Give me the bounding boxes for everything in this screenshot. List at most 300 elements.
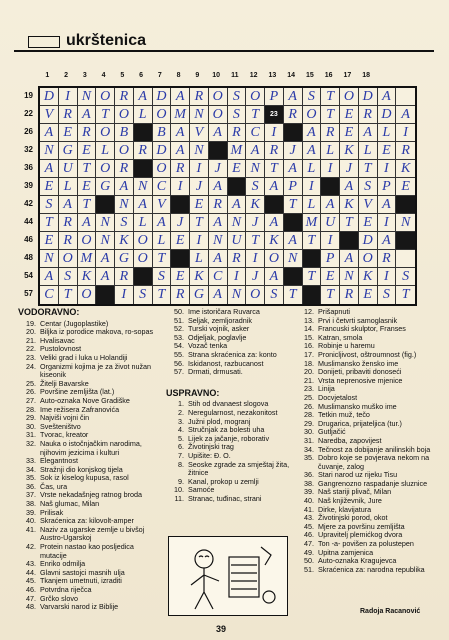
grid-cell[interactable]: I bbox=[303, 178, 322, 196]
grid-cell[interactable]: N bbox=[228, 214, 247, 232]
clue-number: 44. bbox=[26, 567, 36, 577]
grid-cell[interactable]: T bbox=[303, 268, 322, 286]
grid-cell[interactable]: O bbox=[134, 232, 153, 250]
grid-cell[interactable]: T bbox=[359, 160, 378, 178]
grid-cell[interactable]: I bbox=[378, 214, 397, 232]
clue-text: Neregularnost, nezakonitost bbox=[188, 407, 278, 417]
black-square bbox=[171, 250, 190, 268]
clues-down-column-3 bbox=[296, 308, 436, 574]
grid-cell[interactable]: K bbox=[190, 268, 209, 286]
grid-cell[interactable]: N bbox=[190, 106, 209, 124]
grid-cell[interactable]: S bbox=[303, 88, 322, 106]
grid-cell[interactable]: D bbox=[359, 88, 378, 106]
black-square bbox=[96, 286, 115, 304]
black-square bbox=[171, 196, 190, 214]
grid-cell[interactable]: A bbox=[378, 196, 397, 214]
grid-cell[interactable]: O bbox=[209, 88, 228, 106]
clue-number: 14. bbox=[304, 324, 314, 334]
grid-cell[interactable]: A bbox=[40, 160, 59, 178]
clue-text: Biljka iz porodice makova, ro-sopas bbox=[40, 327, 154, 337]
clue-text: Kanal, prokop u zemlji bbox=[188, 476, 259, 486]
grid-cell[interactable]: A bbox=[284, 88, 303, 106]
grid-cell[interactable]: P bbox=[321, 250, 340, 268]
grid-cell[interactable]: N bbox=[396, 214, 415, 232]
grid-cell[interactable]: A bbox=[228, 196, 247, 214]
grid-cell[interactable]: A bbox=[265, 178, 284, 196]
grid-cell[interactable]: I bbox=[321, 160, 340, 178]
grid-cell[interactable]: T bbox=[78, 196, 97, 214]
grid-cell[interactable]: V bbox=[190, 124, 209, 142]
grid-cell[interactable]: L bbox=[134, 214, 153, 232]
clue-text: Prišapnuti bbox=[318, 307, 350, 316]
grid-cell[interactable]: A bbox=[40, 268, 59, 286]
clue-item bbox=[296, 454, 436, 471]
grid-cell[interactable]: V bbox=[359, 196, 378, 214]
grid-cell[interactable]: L bbox=[378, 124, 397, 142]
clue-text: Stih od dvanaest slogova bbox=[188, 399, 269, 409]
grid-cell[interactable]: N bbox=[96, 232, 115, 250]
clue-number: 37. bbox=[26, 490, 36, 500]
clue-text: Doniјeti, pribaviti donoseći bbox=[318, 367, 402, 377]
grid-cell[interactable]: K bbox=[265, 232, 284, 250]
grid-cell[interactable]: C bbox=[246, 124, 265, 142]
grid-cell[interactable]: T bbox=[96, 106, 115, 124]
grid-cell[interactable]: A bbox=[134, 88, 153, 106]
grid-cell[interactable]: A bbox=[396, 106, 415, 124]
grid-cell[interactable]: E bbox=[78, 178, 97, 196]
grid-cell[interactable]: T bbox=[59, 286, 78, 304]
grid-cell[interactable]: E bbox=[378, 142, 397, 160]
grid-cell[interactable]: O bbox=[115, 142, 134, 160]
grid-cell[interactable]: D bbox=[378, 106, 397, 124]
grid-cell[interactable]: C bbox=[209, 268, 228, 286]
grid-cell[interactable]: D bbox=[40, 88, 59, 106]
grid-cell[interactable]: N bbox=[134, 178, 153, 196]
grid-cell[interactable]: N bbox=[228, 286, 247, 304]
clue-number: 19. bbox=[26, 318, 36, 328]
grid-cell[interactable]: A bbox=[96, 250, 115, 268]
clue-text: Tečnost za dobijanje anilinskih boja bbox=[318, 444, 431, 454]
grid-cell[interactable]: N bbox=[40, 142, 59, 160]
grid-cell[interactable]: A bbox=[265, 214, 284, 232]
grid-cell[interactable]: I bbox=[59, 88, 78, 106]
grid-cell[interactable]: P bbox=[265, 88, 284, 106]
grid-cell[interactable]: T bbox=[321, 286, 340, 304]
grid-cell[interactable]: E bbox=[228, 160, 247, 178]
grid-cell[interactable]: I bbox=[190, 232, 209, 250]
clue-number: 39. bbox=[304, 487, 314, 497]
grid-cell[interactable]: E bbox=[40, 232, 59, 250]
grid-cell[interactable]: O bbox=[78, 232, 97, 250]
grid-cell[interactable]: K bbox=[340, 142, 359, 160]
grid-cell[interactable]: U bbox=[59, 160, 78, 178]
clue-text: Mjere za površinu zemljišta bbox=[318, 521, 405, 531]
clue-text: Nauka o istočnjačkim narodima, njihovim jezicima i kulturi bbox=[40, 438, 142, 457]
grid-cell[interactable]: N bbox=[246, 160, 265, 178]
column-number: 11 bbox=[231, 72, 239, 79]
clue-number: 45. bbox=[304, 521, 314, 531]
clue-text: Veliki grad i luka u Holandiji bbox=[40, 352, 128, 362]
clue-number: 7. bbox=[178, 450, 184, 460]
grid-cell[interactable]: U bbox=[321, 214, 340, 232]
column-number: 8 bbox=[176, 72, 181, 79]
clue-number: 34. bbox=[26, 464, 36, 474]
grid-cell[interactable]: K bbox=[396, 160, 415, 178]
grid-cell[interactable]: O bbox=[153, 160, 172, 178]
grid-cell[interactable]: O bbox=[246, 286, 265, 304]
grid-cell[interactable]: T bbox=[246, 106, 265, 124]
grid-cell[interactable]: T bbox=[284, 196, 303, 214]
grid-cell[interactable]: G bbox=[96, 178, 115, 196]
black-square bbox=[303, 286, 322, 304]
clue-number: 55. bbox=[174, 349, 184, 359]
grid-cell[interactable]: A bbox=[171, 88, 190, 106]
grid-cell[interactable]: R bbox=[190, 88, 209, 106]
grid-cell[interactable]: A bbox=[246, 142, 265, 160]
clue-item bbox=[296, 420, 436, 429]
grid-cell[interactable]: L bbox=[96, 142, 115, 160]
grid-cell[interactable]: O bbox=[153, 106, 172, 124]
grid-cell[interactable]: K bbox=[246, 196, 265, 214]
grid-cell[interactable]: S bbox=[378, 286, 397, 304]
grid-cell[interactable]: T bbox=[340, 214, 359, 232]
grid-cell[interactable]: T bbox=[321, 88, 340, 106]
grid-cell[interactable]: O bbox=[59, 250, 78, 268]
row-number: 44 bbox=[24, 216, 33, 226]
grid-cell[interactable]: O bbox=[115, 106, 134, 124]
grid-cell[interactable]: T bbox=[321, 106, 340, 124]
clue-number: 28. bbox=[26, 404, 36, 414]
grid-cell[interactable]: A bbox=[378, 232, 397, 250]
clue-text: Muslimansko žensko ime bbox=[318, 358, 399, 368]
grid-cell[interactable]: E bbox=[171, 232, 190, 250]
clue-text: Upravitelj plemićkog dvora bbox=[318, 530, 403, 540]
clue-number: 41. bbox=[304, 504, 314, 514]
grid-cell[interactable]: S bbox=[228, 88, 247, 106]
grid-cell[interactable]: L bbox=[359, 142, 378, 160]
grid-cell[interactable]: E bbox=[340, 106, 359, 124]
grid-cell[interactable]: R bbox=[284, 106, 303, 124]
clue-number: 48. bbox=[26, 602, 36, 612]
grid-cell[interactable]: P bbox=[378, 178, 397, 196]
grid-cell[interactable]: S bbox=[396, 268, 415, 286]
grid-cell[interactable]: S bbox=[115, 214, 134, 232]
grid-cell[interactable]: I bbox=[115, 286, 134, 304]
grid-cell[interactable]: J bbox=[340, 160, 359, 178]
grid-cell[interactable]: M bbox=[228, 142, 247, 160]
grid-cell[interactable]: O bbox=[96, 124, 115, 142]
grid-cell[interactable]: M bbox=[171, 106, 190, 124]
grid-cell[interactable]: E bbox=[40, 178, 59, 196]
across-heading: VODORAVNO: bbox=[18, 307, 80, 317]
clue-number: 35. bbox=[304, 453, 314, 463]
grid-cell[interactable]: A bbox=[284, 160, 303, 178]
grid-cell[interactable]: A bbox=[265, 268, 284, 286]
grid-cell[interactable]: R bbox=[378, 250, 397, 268]
grid-cell[interactable]: O bbox=[96, 88, 115, 106]
grid-cell[interactable]: G bbox=[59, 142, 78, 160]
grid-cell[interactable]: V bbox=[153, 196, 172, 214]
grid-cell[interactable]: O bbox=[340, 88, 359, 106]
grid-cell[interactable]: A bbox=[171, 142, 190, 160]
grid-cell[interactable]: K bbox=[359, 268, 378, 286]
grid-cell[interactable]: B bbox=[153, 124, 172, 142]
clue-text: Pronicljivost, oštroumnost (fig.) bbox=[318, 349, 417, 359]
grid-cell[interactable]: N bbox=[78, 88, 97, 106]
grid-cell[interactable]: E bbox=[396, 178, 415, 196]
grid-cell[interactable]: S bbox=[59, 268, 78, 286]
column-number: 9 bbox=[195, 72, 200, 79]
grid-cell[interactable]: N bbox=[96, 214, 115, 232]
grid-cell[interactable]: S bbox=[359, 178, 378, 196]
grid-cell[interactable]: R bbox=[78, 124, 97, 142]
grid-cell[interactable]: A bbox=[303, 124, 322, 142]
grid-cell[interactable]: I bbox=[378, 268, 397, 286]
clue-text: Naš književnik, Jure bbox=[318, 496, 382, 506]
grid-cell[interactable]: M bbox=[78, 250, 97, 268]
clue-number: 3. bbox=[178, 416, 184, 426]
grid-cell[interactable]: O bbox=[265, 250, 284, 268]
grid-cell[interactable]: L bbox=[59, 178, 78, 196]
grid-cell[interactable]: R bbox=[321, 124, 340, 142]
grid-cell[interactable]: R bbox=[265, 142, 284, 160]
grid-cell[interactable]: L bbox=[134, 106, 153, 124]
grid-cell[interactable]: T bbox=[401, 287, 410, 302]
column-number: 10 bbox=[212, 72, 221, 79]
clue-number: 39. bbox=[26, 507, 36, 517]
grid-cell[interactable]: S bbox=[153, 268, 172, 286]
grid-cell[interactable]: L bbox=[321, 142, 340, 160]
grid-cell[interactable]: E bbox=[190, 196, 209, 214]
grid-cell[interactable]: A bbox=[59, 196, 78, 214]
black-square bbox=[284, 124, 303, 142]
grid-cell[interactable]: S bbox=[246, 178, 265, 196]
grid-cell[interactable]: T bbox=[303, 232, 322, 250]
clue-number: 2. bbox=[178, 407, 184, 417]
grid-cell[interactable]: N bbox=[190, 142, 209, 160]
grid-cell[interactable]: B bbox=[115, 124, 134, 142]
grid-cell[interactable]: A bbox=[153, 214, 172, 232]
grid-cell[interactable]: I bbox=[396, 124, 415, 142]
column-number: 13 bbox=[268, 72, 277, 79]
grid-cell[interactable]: T bbox=[153, 250, 172, 268]
row-number: 46 bbox=[24, 234, 33, 244]
grid-cell[interactable]: I bbox=[265, 124, 284, 142]
cartoon-illustration bbox=[168, 536, 288, 616]
grid-cell[interactable]: D bbox=[153, 88, 172, 106]
clue-number: 21. bbox=[304, 375, 314, 385]
grid-cell[interactable]: A bbox=[303, 142, 322, 160]
grid-cell[interactable]: C bbox=[40, 286, 59, 304]
clue-text: Lijek za jačanje, roborativ bbox=[188, 433, 270, 443]
grid-cell[interactable]: R bbox=[115, 160, 134, 178]
clue-text: Prvi i četvrti samoglasnik bbox=[318, 315, 398, 325]
grid-cell[interactable]: T bbox=[190, 214, 209, 232]
grid-cell[interactable]: I bbox=[228, 268, 247, 286]
grid-cell[interactable]: J bbox=[190, 178, 209, 196]
grid-cell[interactable]: R bbox=[359, 106, 378, 124]
grid-cell[interactable]: R bbox=[228, 250, 247, 268]
grid-cell[interactable]: S bbox=[228, 106, 247, 124]
grid-cell[interactable]: R bbox=[59, 106, 78, 124]
grid-cell[interactable]: S bbox=[265, 286, 284, 304]
grid-cell[interactable]: O bbox=[134, 250, 153, 268]
grid-cell[interactable]: E bbox=[59, 124, 78, 142]
grid-cell[interactable]: A bbox=[209, 250, 228, 268]
grid-cell[interactable]: L bbox=[303, 196, 322, 214]
grid-cell[interactable]: K bbox=[340, 196, 359, 214]
grid-cell[interactable]: P bbox=[284, 178, 303, 196]
grid-cell[interactable]: I bbox=[190, 160, 209, 178]
grid-cell[interactable]: E bbox=[78, 142, 97, 160]
grid-cell[interactable]: A bbox=[78, 214, 97, 232]
grid-cell[interactable]: T bbox=[265, 160, 284, 178]
grid-cell[interactable]: E bbox=[171, 268, 190, 286]
grid-cell[interactable]: I bbox=[378, 160, 397, 178]
grid-cell[interactable]: T bbox=[78, 160, 97, 178]
grid-cell[interactable]: A bbox=[171, 124, 190, 142]
grid-cell[interactable]: I bbox=[171, 178, 190, 196]
column-number: 1 bbox=[45, 72, 50, 79]
grid-cell[interactable]: R bbox=[115, 88, 134, 106]
grid-cell[interactable]: A bbox=[340, 250, 359, 268]
column-number: 17 bbox=[343, 72, 352, 79]
grid-cell[interactable]: J bbox=[246, 214, 265, 232]
grid-cell[interactable]: A bbox=[284, 232, 303, 250]
grid-cell[interactable]: R bbox=[115, 268, 134, 286]
grid-cell[interactable]: K bbox=[78, 268, 97, 286]
grid-cell[interactable]: N bbox=[209, 232, 228, 250]
grid-cell[interactable]: O bbox=[209, 106, 228, 124]
clue-text: Drmati, drmusati. bbox=[188, 367, 243, 377]
grid-cell[interactable]: M bbox=[303, 214, 322, 232]
clue-text: Katran, smola bbox=[318, 332, 363, 342]
clue-number: 9. bbox=[178, 476, 184, 486]
clue-number: 29. bbox=[304, 418, 314, 428]
grid-cell[interactable]: N bbox=[284, 250, 303, 268]
grid-cell[interactable]: R bbox=[340, 286, 359, 304]
grid-cell[interactable]: I bbox=[321, 232, 340, 250]
grid-cell[interactable]: I bbox=[246, 250, 265, 268]
clue-number: 38. bbox=[304, 478, 314, 488]
grid-cell[interactable]: O bbox=[359, 250, 378, 268]
clue-text: Organizmi kojima je za život nužan kiseonik bbox=[40, 361, 152, 380]
grid-cell[interactable]: U bbox=[228, 232, 247, 250]
grid-cell[interactable]: R bbox=[228, 124, 247, 142]
grid-cell[interactable]: J bbox=[284, 142, 303, 160]
clue-text: Površine zemljišta (lat.) bbox=[40, 387, 115, 397]
grid-cell[interactable]: N bbox=[115, 196, 134, 214]
grid-cell[interactable]: A bbox=[321, 196, 340, 214]
clue-item bbox=[18, 526, 160, 543]
column-number: 18 bbox=[362, 72, 371, 79]
grid-cell[interactable]: A bbox=[209, 214, 228, 232]
clue-text: Odjeljak, poglavlje bbox=[188, 332, 247, 342]
grid-cell[interactable]: O bbox=[246, 88, 265, 106]
grid-cell[interactable]: S bbox=[134, 286, 153, 304]
grid-cell[interactable]: J bbox=[171, 214, 190, 232]
grid-cell[interactable]: L bbox=[190, 250, 209, 268]
grid-cell[interactable]: C bbox=[153, 178, 172, 196]
grid-cell[interactable]: E bbox=[340, 124, 359, 142]
grid-cell[interactable]: T bbox=[153, 286, 172, 304]
grid-cell[interactable]: E bbox=[359, 214, 378, 232]
grid-cell[interactable]: L bbox=[303, 160, 322, 178]
black-square bbox=[228, 178, 247, 196]
row-number: 57 bbox=[24, 288, 33, 298]
grid-cell[interactable]: K bbox=[115, 232, 134, 250]
grid-cell[interactable]: A bbox=[340, 178, 359, 196]
grid-cell[interactable]: V bbox=[40, 106, 59, 124]
clue-text: Turski vojnik, asker bbox=[188, 324, 250, 334]
grid-cell[interactable]: G bbox=[190, 286, 209, 304]
grid-cell[interactable]: O bbox=[78, 286, 97, 304]
grid-cell[interactable] bbox=[396, 88, 415, 106]
grid-cell[interactable]: N bbox=[340, 268, 359, 286]
grid-cell[interactable]: D bbox=[359, 232, 378, 250]
grid-cell[interactable]: R bbox=[209, 196, 228, 214]
clue-text: Stranac, tuđinac, strani bbox=[188, 493, 262, 503]
grid-cell[interactable]: A bbox=[40, 124, 59, 142]
grid-cell[interactable]: J bbox=[246, 268, 265, 286]
grid-cell[interactable]: A bbox=[209, 286, 228, 304]
grid-cell[interactable]: R bbox=[59, 214, 78, 232]
grid-cell[interactable]: A bbox=[96, 268, 115, 286]
clue-text: Seljak, zemljoradnik bbox=[188, 315, 252, 325]
clue-number: 16. bbox=[304, 341, 314, 351]
clue-text: Dirke, klavijatura bbox=[318, 504, 372, 514]
grid-cell[interactable]: R bbox=[171, 286, 190, 304]
clue-number: 40. bbox=[304, 496, 314, 506]
grid-cell[interactable]: S bbox=[40, 196, 59, 214]
grid-cell[interactable]: A bbox=[378, 88, 397, 106]
grid-cell[interactable]: A bbox=[78, 106, 97, 124]
clue-number: 35. bbox=[26, 473, 36, 483]
grid-cell[interactable]: N bbox=[40, 250, 59, 268]
grid-cell[interactable]: T bbox=[246, 232, 265, 250]
grid-cell[interactable]: A bbox=[115, 178, 134, 196]
grid-cell[interactable]: T bbox=[284, 286, 303, 304]
grid-cell[interactable]: R bbox=[134, 142, 153, 160]
clue-item bbox=[18, 363, 160, 380]
black-square bbox=[284, 214, 303, 232]
clue-text: Naziv za ugarske zemlje u bivšoj Austro-Ugarskoj bbox=[40, 524, 145, 543]
grid-cell[interactable]: A bbox=[134, 196, 153, 214]
grid-cell[interactable] bbox=[396, 250, 415, 268]
clue-text: Auto-oznaka Kragujevca bbox=[318, 556, 397, 566]
grid-cell[interactable]: R bbox=[396, 142, 415, 160]
grid-cell[interactable]: L bbox=[153, 232, 172, 250]
grid-cell[interactable]: T bbox=[40, 214, 59, 232]
grid-cell[interactable]: R bbox=[59, 232, 78, 250]
crossword-grid[interactable] bbox=[38, 86, 417, 306]
grid-cell[interactable]: J bbox=[209, 160, 228, 178]
grid-cell[interactable]: A bbox=[359, 124, 378, 142]
clue-text: Enriko odmilja bbox=[40, 559, 86, 569]
clue-text: Gangrenozno raspadanje sluznice bbox=[318, 478, 428, 488]
grid-cell[interactable]: A bbox=[209, 178, 228, 196]
grid-cell[interactable]: O bbox=[303, 106, 322, 124]
grid-cell[interactable]: E bbox=[321, 268, 340, 286]
grid-cell[interactable]: E bbox=[359, 286, 378, 304]
grid-cell[interactable]: A bbox=[209, 124, 228, 142]
grid-cell[interactable]: R bbox=[171, 160, 190, 178]
grid-cell[interactable]: D bbox=[153, 142, 172, 160]
grid-cell[interactable]: G bbox=[115, 250, 134, 268]
clue-item bbox=[18, 603, 160, 612]
grid-cell[interactable]: O bbox=[96, 160, 115, 178]
clue-number: 42. bbox=[26, 542, 36, 552]
